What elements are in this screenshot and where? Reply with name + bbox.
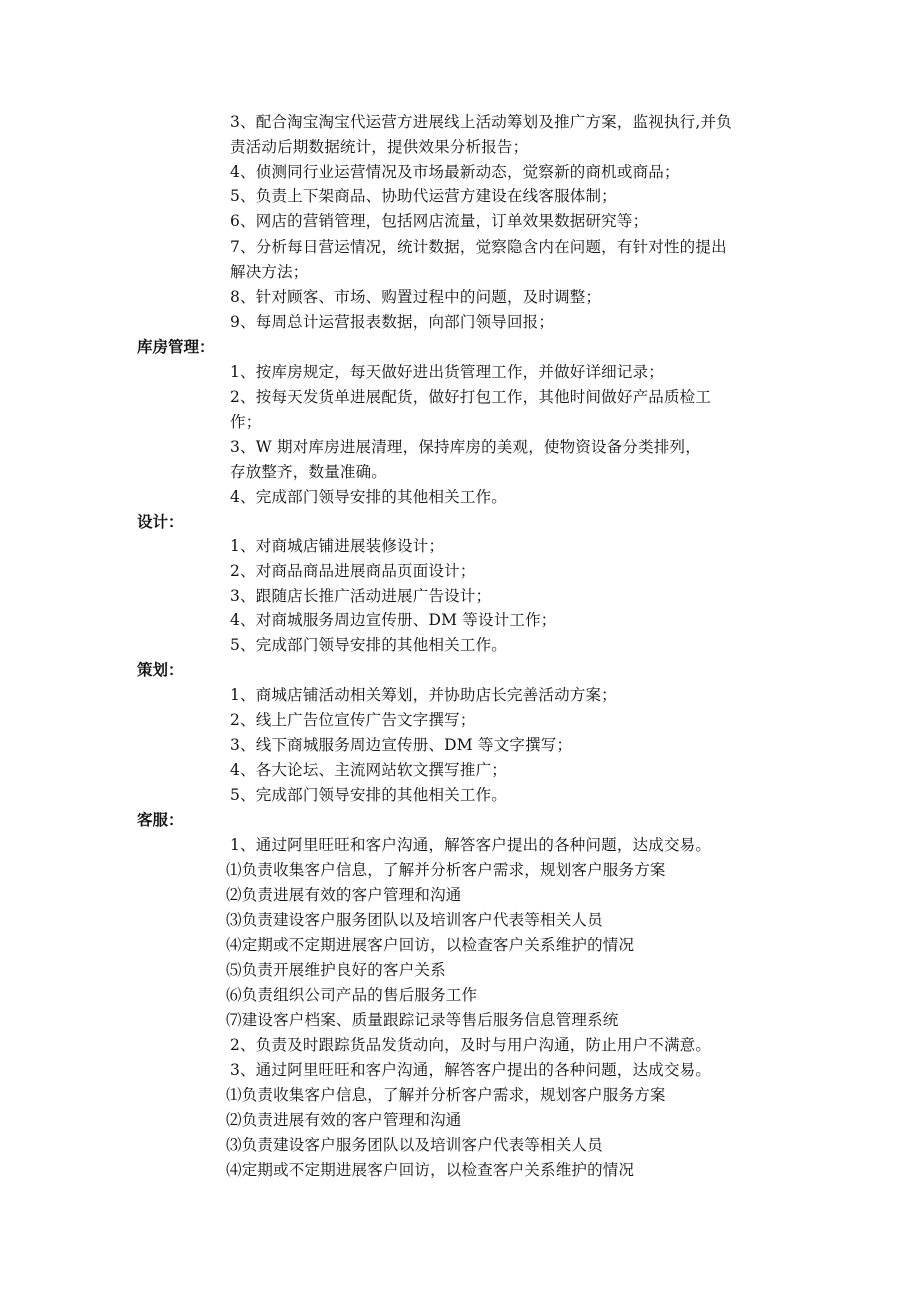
service-subitem: ⑵负责进展有效的客户管理和沟通	[226, 886, 462, 904]
service-subitem: ⑷定期或不定期进展客户回访，以检查客户关系维护的情况	[226, 936, 635, 954]
design-item: 1、对商城店铺进展装修设计；	[230, 537, 445, 555]
warehouse-item: 1、按库房规定，每天做好进出货管理工作，并做好详细记录；	[230, 363, 664, 381]
warehouse-item: 存放整齐，数量准确。	[230, 463, 388, 481]
planning-item: 1、商城店铺活动相关筹划，并协助店长完善活动方案；	[230, 686, 617, 704]
operations-item: 6、网店的营销管理，包括网店流量，订单效果数据研究等；	[230, 212, 649, 230]
operations-item: 8、针对顾客、市场、购置过程中的问题，及时调整；	[230, 288, 602, 306]
service-subitem: ⑶负责建设客户服务团队以及培训客户代表等相关人员	[226, 1136, 603, 1154]
planning-item: 3、线下商城服务周边宣传册、DM 等文字撰写；	[230, 736, 573, 754]
design-item: 5、完成部门领导安排的其他相关工作。	[230, 636, 507, 654]
service-subitem: ⑷定期或不定期进展客户回访，以检查客户关系维护的情况	[226, 1161, 635, 1179]
warehouse-item: 3、W 期对库房进展清理，保持库房的美观，使物资设备分类排列，	[230, 438, 701, 456]
planning-item: 2、线上广告位宣传广告文字撰写；	[230, 711, 476, 729]
operations-item: 5、负责上下架商品、协助代运营方建设在线客服体制；	[230, 187, 617, 205]
service-subitem: ⑴负责收集客户信息，了解并分析客户需求，规划客户服务方案	[226, 861, 666, 879]
warehouse-item: 作；	[230, 413, 262, 431]
operations-item: 4、侦测同行业运营情况及市场最新动态，觉察新的商机或商品；	[230, 163, 680, 181]
service-subitem: ⑶负责建设客户服务团队以及培训客户代表等相关人员	[226, 911, 603, 929]
service-item: 1、通过阿里旺旺和客户沟通，解答客户提出的各种问题，达成交易。	[230, 836, 712, 854]
operations-item: 9、每周总计运营报表数据，向部门领导回报；	[230, 313, 555, 331]
planning-heading: 策划：	[137, 661, 184, 679]
service-item: 2、负责及时跟踪货品发货动向，及时与用户沟通，防止用户不满意。	[230, 1036, 712, 1054]
design-heading: 设计：	[137, 513, 184, 531]
warehouse-heading: 库房管理：	[137, 338, 215, 356]
service-subitem: ⑺建设客户档案、质量跟踪记录等售后服务信息管理系统	[226, 1011, 619, 1029]
warehouse-item: 4、完成部门领导安排的其他相关工作。	[230, 488, 507, 506]
operations-item: 责活动后期数据统计，提供效果分析报告；	[230, 138, 529, 156]
design-item: 2、对商品商品进展商品页面设计；	[230, 562, 476, 580]
service-heading: 客服：	[137, 811, 184, 829]
service-subitem: ⑸负责开展维护良好的客户关系	[226, 961, 446, 979]
operations-item: 解决方法；	[230, 263, 309, 281]
service-subitem: ⑴负责收集客户信息，了解并分析客户需求，规划客户服务方案	[226, 1086, 666, 1104]
service-subitem: ⑹负责组织公司产品的售后服务工作	[226, 986, 478, 1004]
planning-item: 5、完成部门领导安排的其他相关工作。	[230, 786, 507, 804]
operations-item: 3、配合淘宝淘宝代运营方进展线上活动筹划及推广方案，监视执行,并负	[230, 113, 732, 131]
operations-item: 7、分析每日营运情况，统计数据，觉察隐含内在问题，有针对性的提出	[230, 238, 727, 256]
design-item: 3、跟随店长推广活动进展广告设计；	[230, 587, 492, 605]
service-item: 3、通过阿里旺旺和客户沟通，解答客户提出的各种问题，达成交易。	[230, 1061, 712, 1079]
warehouse-item: 2、按每天发货单进展配货，做好打包工作，其他时间做好产品质检工	[230, 388, 712, 406]
service-subitem: ⑵负责进展有效的客户管理和沟通	[226, 1111, 462, 1129]
design-item: 4、对商城服务周边宣传册、DM 等设计工作；	[230, 611, 557, 629]
planning-item: 4、各大论坛、主流网站软文撰写推广；	[230, 761, 507, 779]
